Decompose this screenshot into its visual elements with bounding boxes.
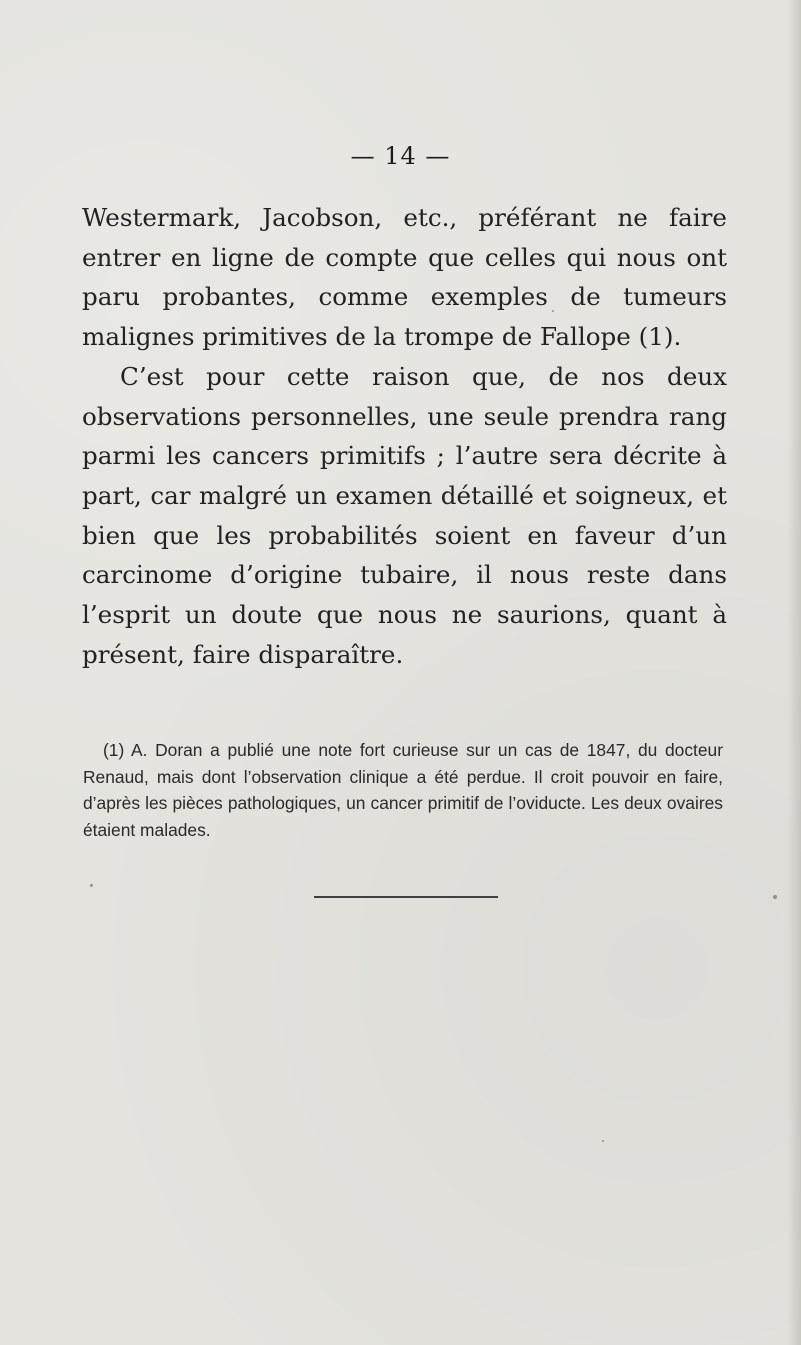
paper-speck	[773, 895, 777, 899]
footnote	[83, 737, 723, 843]
paper-speck	[90, 884, 93, 887]
paragraph-2: C’est pour cette raison que, de nos deux observations personnelles, une seule prendra rang parmi les cancers primitifs ; l’autre sera décrite à part, car malgré un examen détaillé et soigneux, et bien que les probabilités soient en faveur d’un carcinome d’origine tubaire, il nous reste dans l’esprit un doute que nous ne saurions, quant à présent, faire disparaître.	[82, 361, 727, 669]
paragraph-1: Westermark, Jacobson, etc., préférant ne faire entrer en ligne de compte que celles qui nous ont paru probantes, comme exemples de tumeurs malignes primitives de la trompe de Fallope (1).	[82, 203, 727, 352]
paper-speck	[602, 1140, 604, 1142]
page-number: — 14 —	[350, 142, 451, 170]
body-text	[82, 198, 727, 674]
footnote-text: (1) A. Doran a publié une note fort curieuse sur un cas de 1847, du docteur Renaud, mais dont l’observation clinique a été perdue. Il croit pouvoir en faire, d’après les pièces pathologiques, un cancer primitif de l’oviducte. Les deux ovaires étaient malades.	[83, 740, 723, 840]
paper-speck	[552, 310, 554, 312]
end-rule	[314, 896, 498, 898]
page-edge-shadow	[787, 0, 801, 1345]
